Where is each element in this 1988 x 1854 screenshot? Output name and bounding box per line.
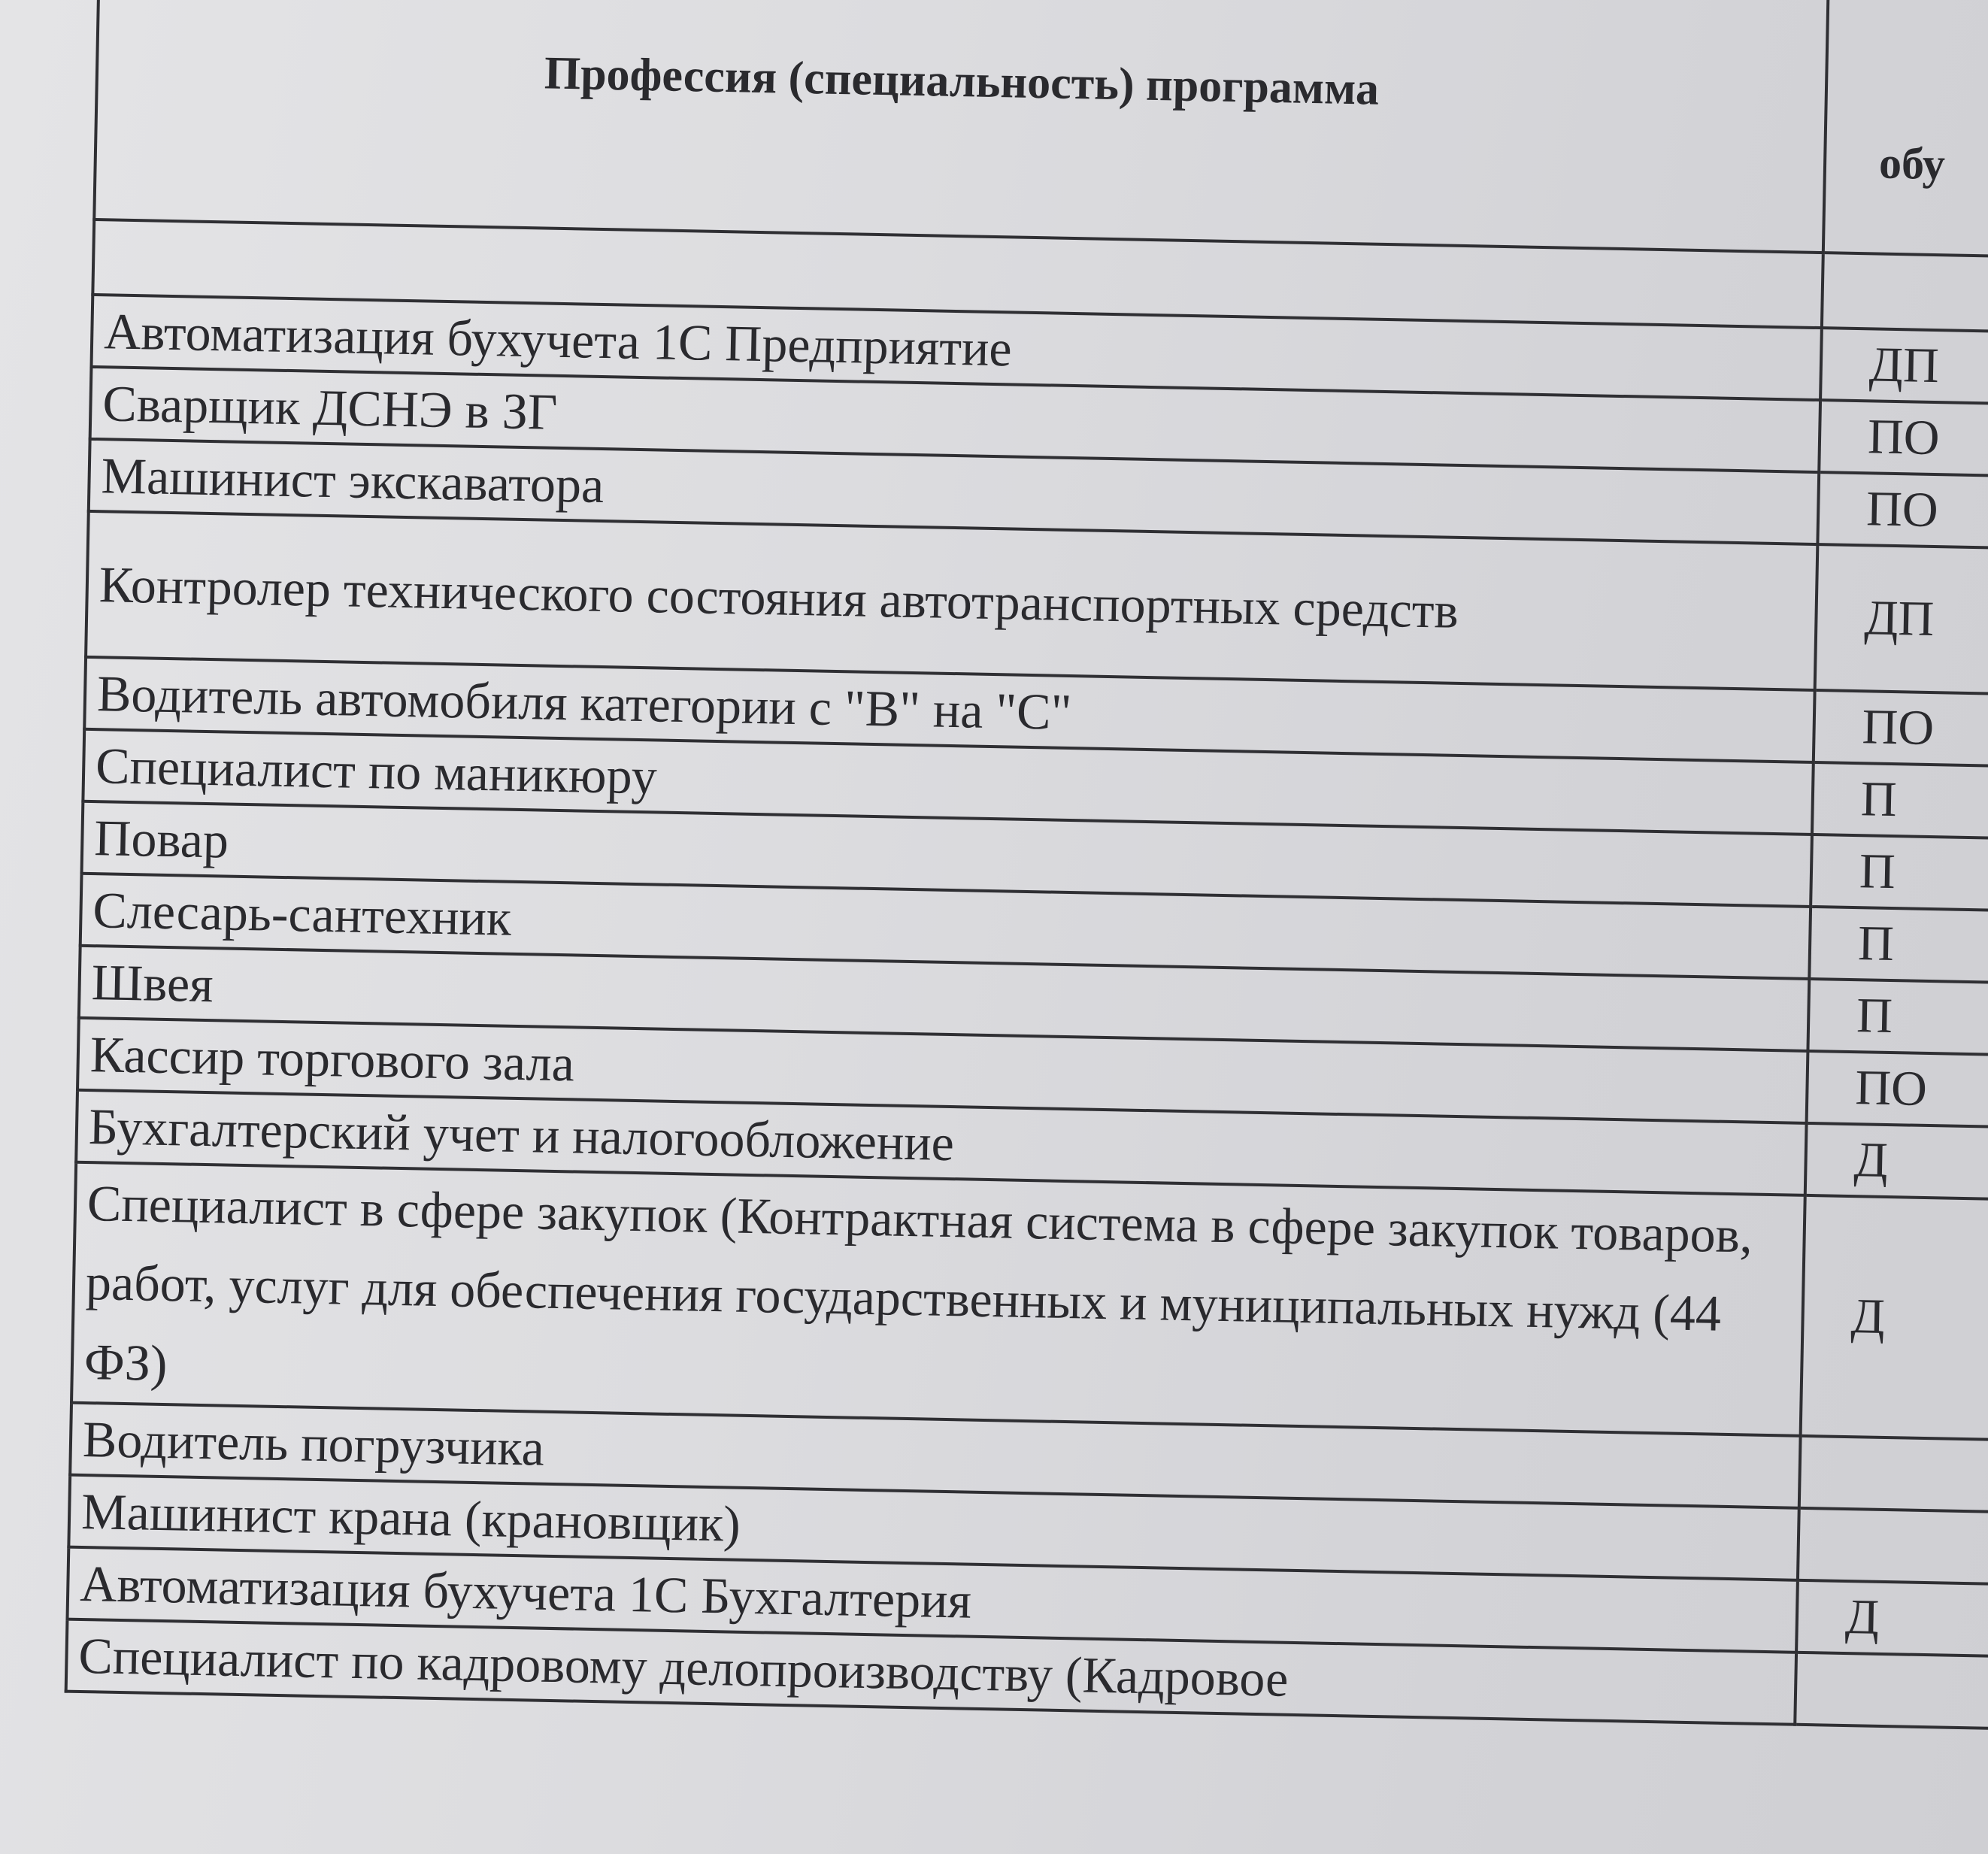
training-form	[1799, 1436, 1988, 1513]
profession-name: Машинист крана (крановщик)	[68, 1475, 1799, 1580]
profession-name: Специалист в сфере закупок (Контрактная система в сфере закупок товаров, работ, услуг для обеспечения государственных и муниципальных нужд (44 ФЗ)	[71, 1162, 1805, 1436]
training-form	[1798, 1508, 1988, 1586]
table-row	[71, 1162, 1988, 1441]
table-header-row	[94, 0, 1988, 258]
blank-cell	[1822, 253, 1988, 333]
profession-name: Автоматизация бухучета 1С Бухгалтерия	[67, 1547, 1797, 1653]
training-form: П	[1811, 835, 1988, 912]
profession-name: Швея	[79, 946, 1809, 1051]
training-form: Д	[1805, 1123, 1988, 1201]
training-form: ДП	[1815, 544, 1988, 695]
header-profession: Профессия (специальность) программа	[94, 0, 1828, 253]
training-form: Д	[1796, 1580, 1988, 1658]
programs-table	[65, 0, 1988, 1731]
profession-name: Специалист по кадровому делопроизводству (Кадровое	[66, 1619, 1796, 1725]
training-form	[1795, 1653, 1988, 1730]
profession-name: Автоматизация бухучета 1С Предприятие	[91, 295, 1821, 400]
training-form: П	[1812, 762, 1988, 840]
profession-name: Слесарь-сантехник	[80, 874, 1811, 979]
training-form: ПО	[1817, 472, 1988, 550]
profession-name: Бухгалтерский учет и налогообложение	[76, 1090, 1806, 1195]
profession-name: Кассир торгового зала	[77, 1018, 1808, 1123]
profession-name: Специалист по маникюру	[83, 729, 1813, 835]
profession-name: Водитель погрузчика	[70, 1403, 1800, 1508]
training-form: ПО	[1819, 400, 1988, 477]
profession-name: Сварщик ДСНЭ в ЗГ	[90, 367, 1820, 472]
profession-name: Водитель автомобиля категории с "В" на "С"	[84, 657, 1814, 762]
training-form: Д	[1801, 1195, 1988, 1441]
profession-name: Повар	[82, 801, 1812, 907]
profession-name: Машинист экскаватора	[89, 439, 1819, 544]
profession-name: Контролер технического состояния автотранспортных средств	[86, 511, 1817, 690]
training-form: П	[1809, 907, 1988, 984]
training-form: ПО	[1814, 690, 1988, 768]
training-form: ДП	[1820, 328, 1988, 405]
programs-table-wrapper	[65, 0, 1988, 1731]
header-form: обу	[1823, 0, 1988, 258]
training-form: ПО	[1807, 1051, 1988, 1128]
training-form: П	[1808, 979, 1988, 1056]
